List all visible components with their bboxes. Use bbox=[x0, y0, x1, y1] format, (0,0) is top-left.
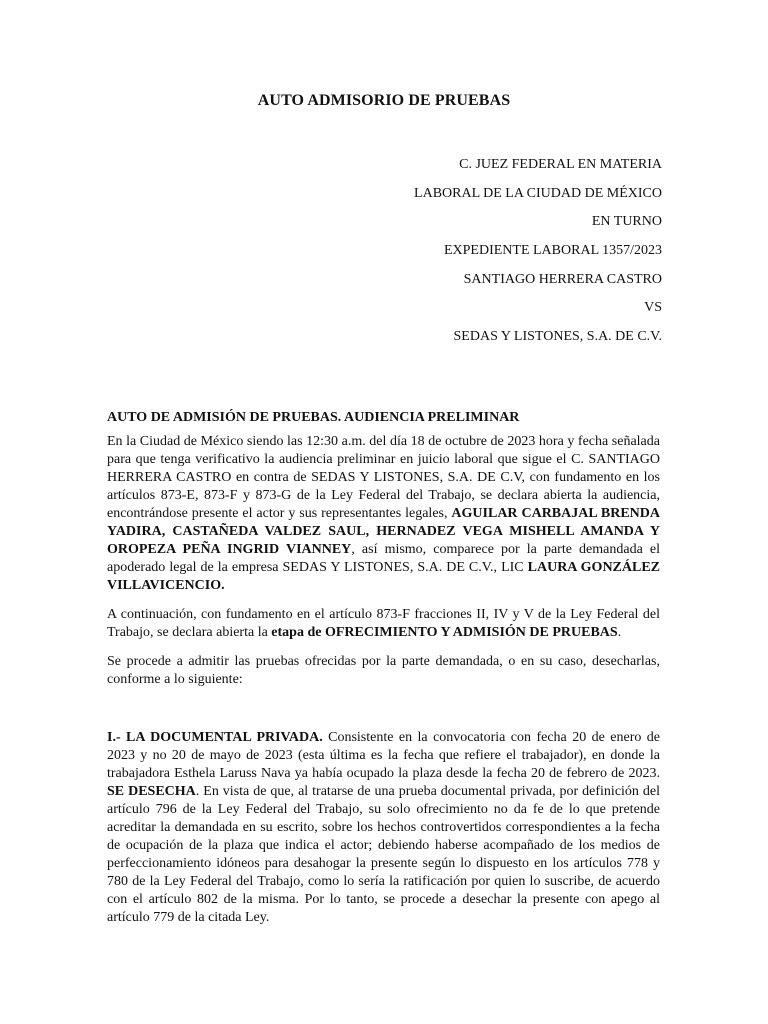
paragraph-text: . En vista de que, al tratarse de una prueba documental privada, por definición del artículo 796 de la Ley Federal del Trabajo, su solo ofrecimiento no da fe de lo que pretende acreditar la demandada en su escrito, sobre los hechos controvertidos correspondientes a la fecha de ocupación de la plaza que indica el actor; debiendo haberse acompañado de los medios de perfeccionamiento idóneos para desahogar la presente según lo dispuesto en los artículos 778 y 780 de la Ley Federal del Trabajo, como lo sería la ratificación por quien lo suscribe, de acuerdo con el artículo 802 de la misma. Por lo tanto, se procede a desechar la presente con apego al artículo 779 de la citada Ley. bbox=[107, 784, 660, 925]
ruling-label: SE DESECHA bbox=[107, 784, 196, 799]
addressee-line-judge: C. JUEZ FEDERAL EN MATERIA bbox=[459, 157, 662, 172]
paragraph-hearing-opening bbox=[107, 433, 660, 595]
document-body bbox=[107, 409, 660, 938]
plaintiff-name: SANTIAGO HERRERA CASTRO bbox=[463, 271, 662, 287]
paragraph-text: , así mismo, comparece por la parte demandada el apoderado legal de la empresa SEDAS Y LISTONES, S.A. DE C.V., LIC bbox=[107, 542, 661, 575]
evidence-item-heading: I.- LA DOCUMENTAL PRIVADA. bbox=[107, 730, 323, 745]
document-title: AUTO ADMISORIO DE PRUEBAS bbox=[257, 92, 511, 109]
paragraph-evidence-stage bbox=[107, 606, 660, 642]
addressee-line-turn: EN TURNO bbox=[591, 214, 662, 230]
evidence-stage-label: etapa de OFRECIMIENTO Y ADMISIÓN DE PRUEBAS bbox=[271, 625, 618, 640]
plaintiff-representatives: AGUILAR CARBAJAL BRENDA YADIRA, CASTAÑEDA VALDEZ SAUL, HERNADEZ VEGA MISHELL AMANDA Y OROPEZA PEÑA INGRID VIANNEY bbox=[107, 506, 660, 557]
case-file-number: EXPEDIENTE LABORAL 1357/2023 bbox=[443, 243, 662, 259]
paragraph-text: Consistente en la convocatoria con fecha 20 de enero de 2023 y no 20 de mayo de 2023 (esta última es la fecha que refiere el trabajador), en donde la trabajadora Esthela Laruss Nava ya había ocupado la plaza desde la fecha 20 de febrero de 2023. bbox=[107, 730, 661, 781]
defendant-representative: LAURA GONZÁLEZ VILLAVICENCIO. bbox=[107, 560, 661, 593]
paragraph-text: En la Ciudad de México siendo las 12:30 a.m. del día 18 de octubre de 2023 hora y fecha señalada para que tenga verificativo la audiencia preliminar en juicio laboral que sigue el C. SANTIAGO HERRERA CASTRO en contra de SEDAS Y LISTONES, S.A. DE C.V, con fundamento en los artículos 873-E, 873-F y 873-G de la Ley Federal del Trabajo, se declara abierta la audiencia, encontrándose presente el actor y sus representantes legales, bbox=[107, 434, 660, 521]
paragraph-text: . bbox=[617, 625, 622, 640]
paragraph-private-document bbox=[107, 729, 660, 927]
versus-label: VS bbox=[644, 300, 662, 316]
paragraph-text: A continuación, con fundamento en el artículo 873-F fracciones II, IV y V de la Ley Federal del Trabajo, se declara abierta la bbox=[107, 607, 660, 640]
paragraph-procedure: Se procede a admitir las pruebas ofrecidas por la parte demandada, o en su caso, desecharlas, conforme a lo siguiente: bbox=[107, 654, 660, 687]
addressee-line-jurisdiction: LABORAL DE LA CIUDAD DE MÉXICO bbox=[414, 185, 662, 201]
section-heading: AUTO DE ADMISIÓN DE PRUEBAS. AUDIENCIA PRELIMINAR bbox=[107, 410, 520, 425]
spacer bbox=[107, 700, 660, 729]
addressee-block bbox=[414, 155, 662, 356]
defendant-name: SEDAS Y LISTONES, S.A. DE C.V. bbox=[453, 329, 662, 345]
